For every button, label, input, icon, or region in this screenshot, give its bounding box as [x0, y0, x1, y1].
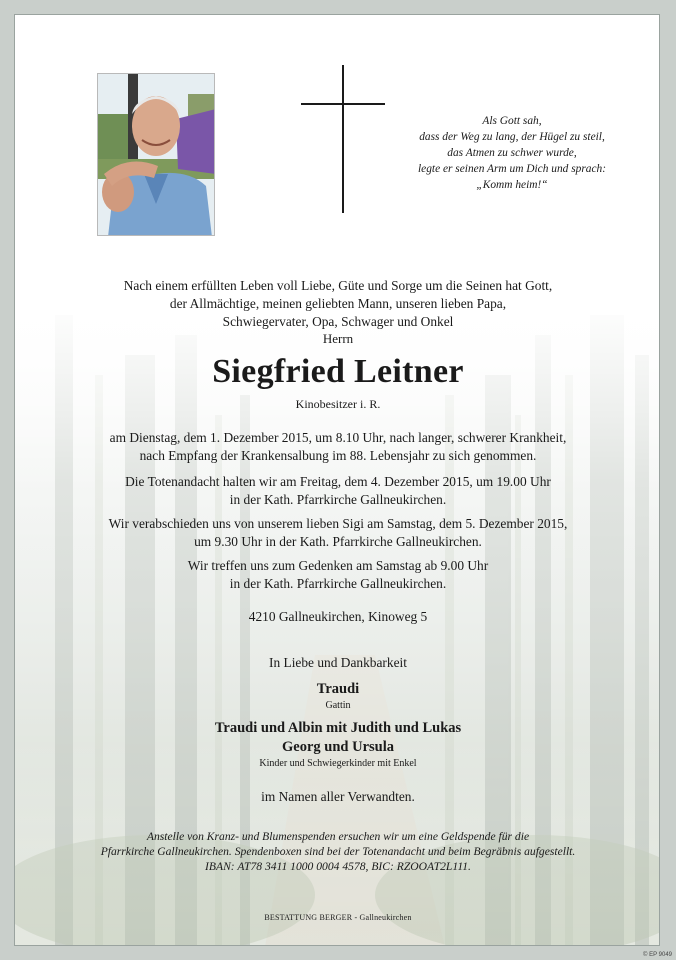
gedenken-line: Wir treffen uns zum Gedenken am Samstag ab 9.00 Uhr [187, 558, 489, 573]
poem [383, 113, 641, 193]
intro-line: der Allmächtige, meinen geliebten Mann, unseren lieben Papa, [169, 296, 507, 311]
totenandacht [15, 473, 660, 509]
spouse-name: Traudi [316, 681, 360, 697]
salutation: Herrn [322, 331, 354, 346]
children-line: Georg und Ursula [282, 739, 394, 755]
cross-icon [301, 65, 385, 213]
spouse-role: Gattin [325, 700, 351, 711]
donation-notice [15, 829, 660, 874]
children-role: Kinder und Schwiegerkinder mit Enkel [259, 758, 417, 769]
verabschiedung [15, 515, 660, 551]
obituary-sheet [14, 14, 660, 946]
poem-line: legte er seinen Arm um Dich und sprach: [417, 163, 607, 175]
verabschiedung-line: Wir verabschieden uns von unserem lieben Sigi am Samstag, dem 5. Dezember 2015, [108, 516, 568, 531]
poem-line: das Atmen zu schwer wurde, [447, 147, 577, 159]
deceased-name: Siegfried Leitner [212, 353, 464, 390]
donation-line: Pfarrkirche Gallneukirchen. Spendenboxen sind bei der Totenandacht und beim Begräbnis aufgestellt. [100, 845, 576, 858]
in-liebe-text: In Liebe und Dankbarkeit [269, 655, 407, 670]
donation-line: IBAN: AT78 3411 1000 0004 4578, BIC: RZOOAT2L111. [205, 860, 471, 873]
print-code: © EP 9049 [643, 952, 672, 958]
children-line: Traudi und Albin mit Judith und Lukas [214, 720, 462, 736]
totenandacht-line: in der Kath. Pfarrkirche Gallneukirchen. [229, 492, 447, 507]
death-notice [15, 429, 660, 465]
gedenken [15, 557, 660, 593]
poem-line: Als Gott sah, [482, 115, 542, 127]
occupation: Kinobesitzer i. R. [295, 397, 381, 411]
poem-line: dass der Weg zu lang, der Hügel zu steil, [419, 131, 605, 143]
closing-text: im Namen aller Verwandten. [261, 789, 415, 804]
death-notice-line: am Dienstag, dem 1. Dezember 2015, um 8.10 Uhr, nach langer, schwerer Krankheit, [109, 430, 567, 445]
children-names [15, 719, 660, 757]
undertaker: BESTATTUNG BERGER - Gallneukirchen [264, 913, 412, 922]
address: 4210 Gallneukirchen, Kinoweg 5 [248, 609, 428, 624]
verabschiedung-line: um 9.30 Uhr in der Kath. Pfarrkirche Gallneukirchen. [194, 534, 482, 549]
intro-line: Schwiegervater, Opa, Schwager und Onkel [222, 314, 454, 329]
poem-line: „Komm heim!“ [476, 179, 548, 191]
donation-line: Anstelle von Kranz- und Blumenspenden ersuchen wir um eine Geldspende für die [146, 830, 530, 843]
totenandacht-line: Die Totenandacht halten wir am Freitag, dem 4. Dezember 2015, um 19.00 Uhr [125, 474, 551, 489]
gedenken-line: in der Kath. Pfarrkirche Gallneukirchen. [229, 576, 447, 591]
portrait-photo [97, 73, 215, 236]
intro-line: Nach einem erfüllten Leben voll Liebe, Güte und Sorge um die Seinen hat Gott, [123, 278, 553, 293]
intro-text [15, 277, 660, 331]
death-notice-line: nach Empfang der Krankensalbung im 88. Lebensjahr zu sich genommen. [139, 448, 537, 463]
